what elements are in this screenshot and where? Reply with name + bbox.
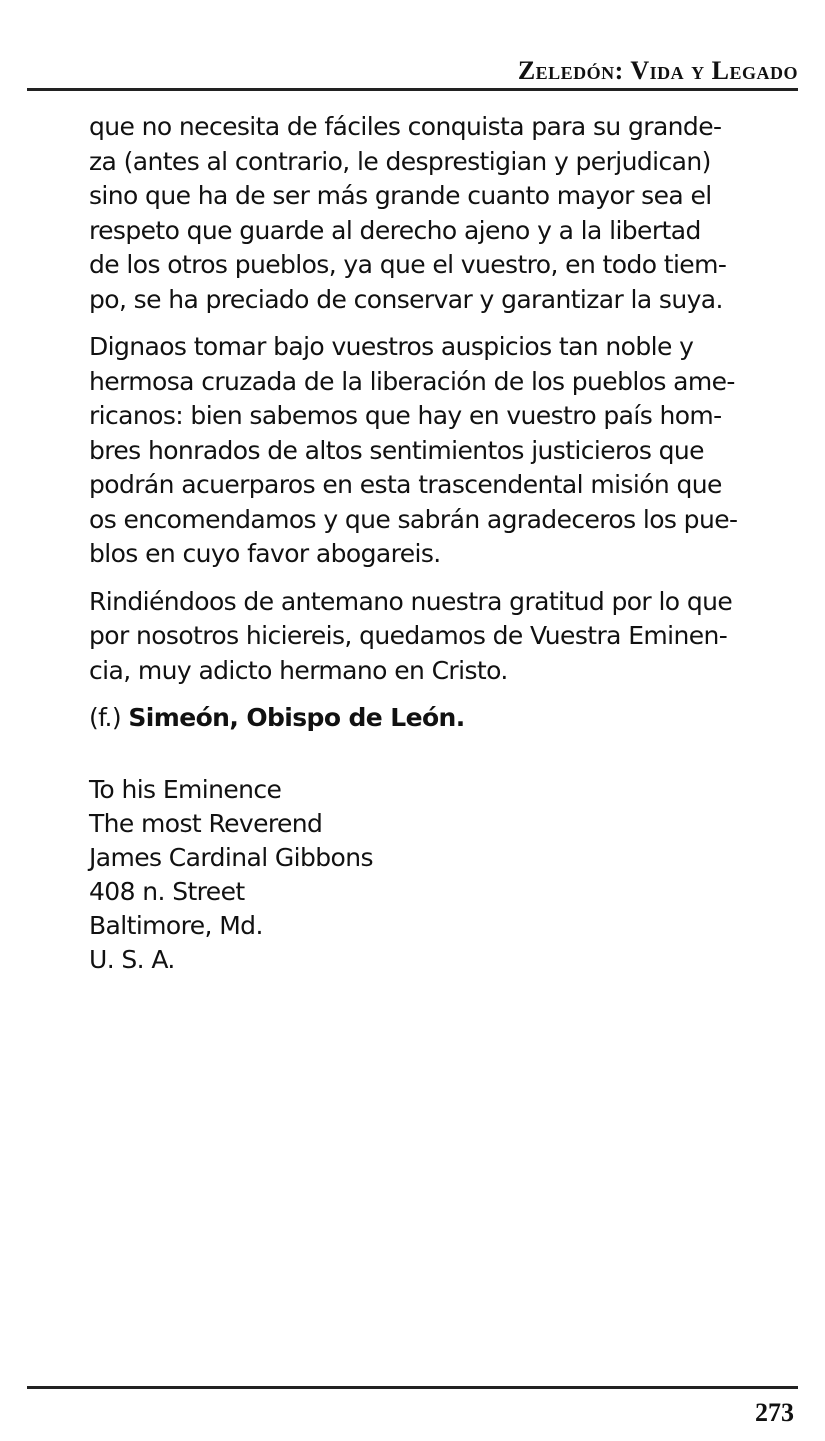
address-line: U. S. A. (89, 945, 175, 974)
text-line: que no necesita de fáciles conquista para su grande- (89, 112, 722, 141)
text-line: hermosa cruzada de la liberación de los pueblos ame- (89, 366, 735, 396)
text-line: respeto que guarde al derecho ajeno y a la libertad (89, 215, 701, 245)
address-line: To his Eminence (89, 775, 282, 804)
text-line: de los otros pueblos, ya que el vuestro, en todo tiem- (89, 250, 727, 279)
address-line: The most Reverend (89, 809, 323, 838)
text-line: ricanos: bien sabemos que hay en vuestro país hom- (89, 401, 722, 430)
running-header: Zeledón: Vida y Legado (517, 56, 798, 85)
text-line: podrán acuerparos en esta trascendental misión que (89, 470, 722, 499)
text-line: bres honrados de altos sentimientos justicieros que (89, 435, 704, 465)
text-line: Rindiéndoos de antemano nuestra gratitud por lo que (89, 586, 733, 616)
address-line: 408 n. Street (89, 877, 245, 906)
address-line: James Cardinal Gibbons (89, 843, 373, 872)
footer-rule (27, 1386, 798, 1389)
signature-name: Simeón, Obispo de León. (128, 703, 465, 732)
header-rule (27, 88, 798, 91)
signature (89, 701, 738, 736)
text-line: blos en cuyo favor abogareis. (89, 539, 441, 568)
text-line: za (antes al contrario, le desprestigian y perjudican) (89, 146, 711, 176)
text-line: po, se ha preciado de conservar y garantizar la suya. (89, 284, 723, 314)
paragraph (89, 585, 738, 689)
address-line: Baltimore, Md. (89, 911, 263, 940)
text-line: por nosotros hiciereis, quedamos de Vuestra Eminen- (89, 621, 728, 650)
page-number: 273 (755, 1398, 794, 1427)
letter-body (89, 110, 738, 749)
text-line: Dignaos tomar bajo vuestros auspicios tan noble y (89, 332, 694, 361)
text-line: os encomendamos y que sabrán agradeceros los pue- (89, 504, 738, 534)
signature-prefix: (f.) (89, 703, 129, 732)
text-line: cia, muy adicto hermano en Cristo. (89, 655, 508, 685)
paragraph (89, 330, 738, 572)
paragraph (89, 110, 738, 317)
text-line: sino que ha de ser más grande cuanto mayor sea el (89, 181, 712, 210)
address-block (89, 773, 373, 977)
